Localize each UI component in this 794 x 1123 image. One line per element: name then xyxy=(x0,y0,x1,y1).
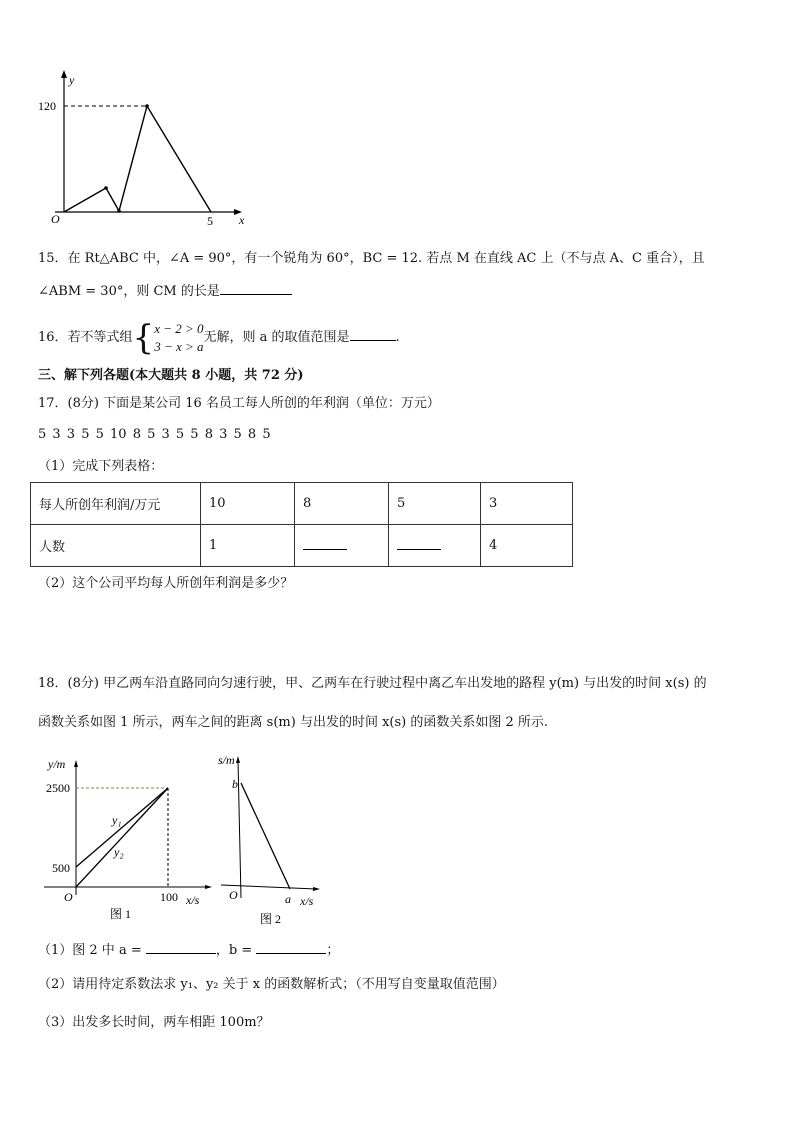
answer-blank[interactable] xyxy=(397,537,441,550)
fig1-caption: 图 1 xyxy=(110,907,132,921)
y-axis-label: y xyxy=(69,73,75,87)
q17-part2: （2）这个公司平均每人所创年利润是多少？ xyxy=(38,576,294,591)
origin-label: O xyxy=(51,212,60,226)
q16-suffix: 无解，则 a 的取值范围是 xyxy=(203,330,350,345)
q18-part1 xyxy=(38,941,339,959)
fig1-tick-100: 100 xyxy=(160,890,178,904)
fig2-x-label: x/s xyxy=(300,894,314,908)
table-cell: 4 xyxy=(481,525,573,567)
section-3-heading: 三、解下列各题(本大题共 8 小题，共 72 分) xyxy=(38,368,304,383)
table-cell: 人数 xyxy=(31,525,201,567)
q16-answer-blank[interactable] xyxy=(350,328,396,341)
table-header-cell: 每人所创年利润/万元 xyxy=(31,483,201,525)
y-tick: 120 xyxy=(38,99,56,113)
b-answer-blank[interactable] xyxy=(256,941,326,954)
q17-stem: 17．(8分) 下面是某公司 16 名员工每人所创的年利润（单位：万元） xyxy=(38,396,440,411)
fig1-x-label: x/s xyxy=(186,893,200,907)
x-axis-label: x xyxy=(239,213,245,227)
q16 xyxy=(38,318,400,358)
fig2-y-label: s/m xyxy=(218,753,235,767)
q18-part1-b: ，b = xyxy=(215,943,253,958)
inequality-1: x − 2 > 0 xyxy=(154,320,204,336)
table-header-cell: 3 xyxy=(481,483,573,525)
figure-1 xyxy=(44,757,212,921)
q18-part1-end: ； xyxy=(326,943,340,958)
fig2-origin: O xyxy=(229,888,238,902)
q18-part3: （3）出发多长时间，两车相距 100m？ xyxy=(38,1015,270,1030)
fig1-y2-label: y₂ xyxy=(114,845,124,859)
fig1-y-label: y/m xyxy=(48,757,66,771)
a-answer-blank[interactable] xyxy=(146,941,216,954)
fig2-caption: 图 2 xyxy=(260,912,282,926)
fig1-origin: O xyxy=(64,890,73,904)
fig2-a-label: a xyxy=(285,892,291,906)
fig1-tick-2500: 2500 xyxy=(46,781,70,795)
q16-prefix: 16．若不等式组 xyxy=(38,330,133,345)
table-header-cell: 8 xyxy=(295,483,389,525)
q15-line2 xyxy=(38,282,292,300)
q16-end: . xyxy=(395,330,400,345)
q18-part2: （2）请用待定系数法求 y₁、y₂ 关于 x 的函数解析式；（不用写自变量取值范围） xyxy=(38,977,505,992)
q17-part1: （1）完成下列表格： xyxy=(38,459,164,474)
brace-icon: { xyxy=(132,317,155,358)
q18-line2: 函数关系如图 1 所示，两车之间的距离 s(m) 与出发的时间 x(s) 的函数关系如图 2 所示. xyxy=(38,715,549,730)
table-cell-blank[interactable] xyxy=(389,525,481,567)
q18-line1: 18．(8分) 甲乙两车沿直路同向匀速行驶，甲、乙两车在行驶过程中离乙车出发地的路程 y(m) 与出发的时间 x(s) 的 xyxy=(38,676,707,691)
figure-2 xyxy=(218,753,320,926)
answer-blank[interactable] xyxy=(303,537,347,550)
inequality-system xyxy=(154,320,203,356)
fig2-b-label: b xyxy=(232,777,238,791)
inequality-2: 3 − x > a xyxy=(154,338,204,354)
profit-table xyxy=(30,482,573,567)
q15-answer-blank[interactable] xyxy=(220,282,292,295)
fig1-tick-500: 500 xyxy=(52,861,70,875)
q18-part1-a: （1）图 2 中 a = xyxy=(38,943,142,958)
table-header-cell: 5 xyxy=(389,483,481,525)
x-tick: 5 xyxy=(207,214,213,228)
q15-line1: 15．在 Rt△ABC 中，∠A = 90°，有一个锐角为 60°，BC = 12. 若点 M 在直线 AC 上（不与点 A、C 重合），且 xyxy=(38,251,705,266)
table-cell-blank[interactable] xyxy=(295,525,389,567)
q17-data: 5 3 3 5 5 10 8 5 3 5 5 8 3 5 8 5 xyxy=(38,427,271,442)
fig1-y1-label: y₁ xyxy=(112,813,122,827)
table-header-cell: 10 xyxy=(201,483,295,525)
graph-top xyxy=(38,70,245,228)
table-row xyxy=(31,483,573,525)
q15-line2-text: ∠ABM = 30°，则 CM 的长是 xyxy=(38,284,220,299)
table-row xyxy=(31,525,573,567)
table-cell: 1 xyxy=(201,525,295,567)
